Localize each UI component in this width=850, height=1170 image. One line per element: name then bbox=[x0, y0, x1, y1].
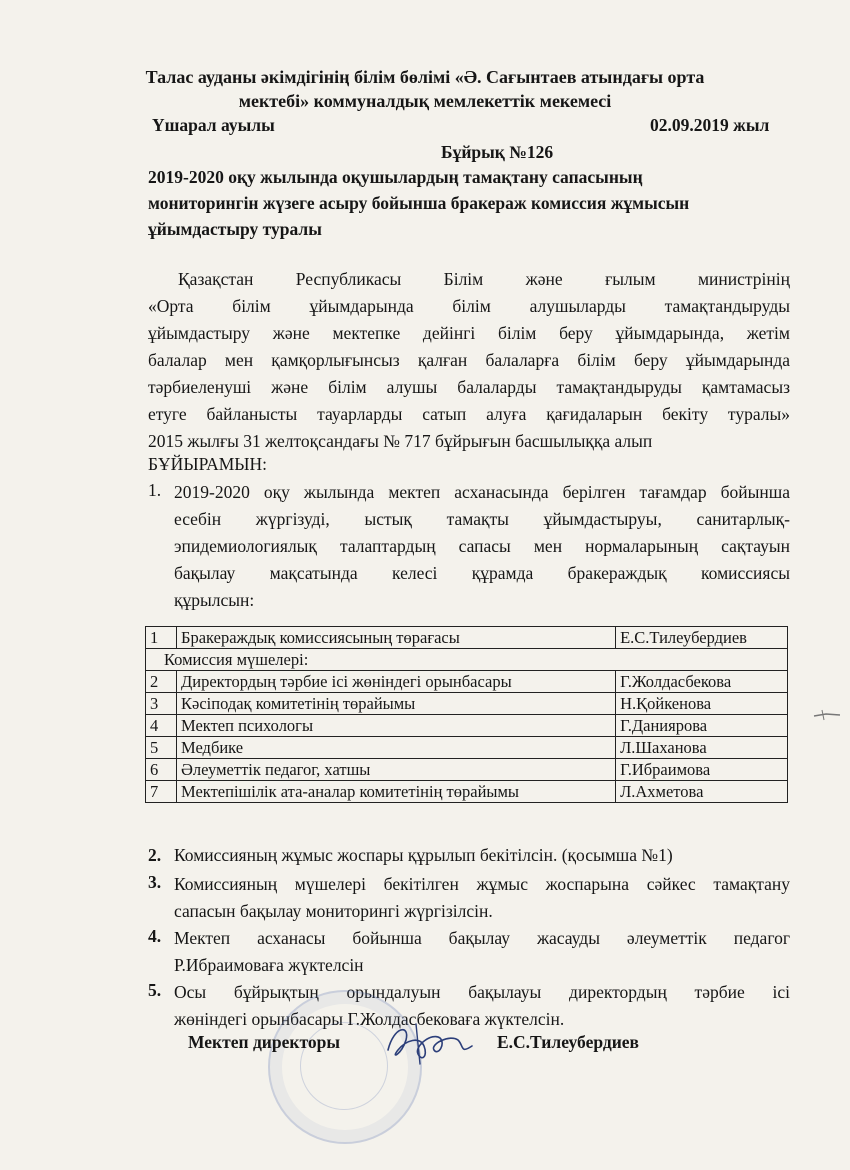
row-person: Л.Ахметова bbox=[616, 781, 788, 803]
item-3-number: 3. bbox=[148, 872, 162, 892]
table-row bbox=[146, 759, 788, 781]
preamble-line-2: «Орта білім ұйымдарында білім алушыларды тамақтандыруды bbox=[148, 296, 790, 316]
preamble-line-7: 2015 жылғы 31 желтоқсандағы № 717 бұйрығын басшылыққа алып bbox=[148, 431, 653, 451]
official-stamp bbox=[268, 990, 422, 1144]
row-role: Медбике bbox=[177, 737, 616, 759]
item-3-line-1: Комиссияның мүшелері бекітілген жұмыс жоспарына сәйкес тамақтану bbox=[174, 874, 790, 894]
table-row bbox=[146, 693, 788, 715]
item-1-line-4: бақылау мақсатында келесі құрамда бракераждық комиссиясы bbox=[174, 563, 790, 583]
table-row bbox=[146, 737, 788, 759]
row-person: Г.Даниярова bbox=[616, 715, 788, 737]
row-role: Директордың тәрбие ісі жөніндегі орынбасары bbox=[177, 671, 616, 693]
item-5-line-1: Осы бұйрықтың орындалуын бақылауы директордың тәрбие ісі bbox=[174, 982, 790, 1002]
item-1-line-3: эпидемиологиялық талаптардың сапасы мен нормаларының сақтауын bbox=[174, 536, 790, 556]
row-person: Н.Қойкенова bbox=[616, 693, 788, 715]
item-5-number: 5. bbox=[148, 980, 162, 1000]
commission-table bbox=[145, 626, 788, 803]
row-number: 2 bbox=[146, 671, 177, 693]
item-2-number: 2. bbox=[148, 845, 162, 865]
org-header-line-2: мектебі» коммуналдық мемлекеттік мекемесі bbox=[238, 91, 612, 111]
item-5-line-2: жөніндегі орынбасары Г.Жолдасбековаға жүктелсін. bbox=[174, 1009, 565, 1029]
table-row bbox=[146, 781, 788, 803]
item-4-number: 4. bbox=[148, 926, 162, 946]
row-person: Л.Шаханова bbox=[616, 737, 788, 759]
preamble-line-6: етуге байланысты тауарларды сатып алуға қағидаларын бекіту туралы» bbox=[148, 404, 790, 424]
item-1-number: 1. bbox=[148, 480, 162, 500]
order-number: Бұйрық №126 bbox=[441, 142, 554, 162]
decree-word: БҰЙЫРАМЫН: bbox=[148, 454, 268, 474]
table-row bbox=[146, 715, 788, 737]
preamble-line-4: балалар мен қамқорлығынсыз қалған балаларға білім беру ұйымдарында bbox=[148, 350, 790, 370]
preamble-line-1: Қазақстан Республикасы Білім және ғылым министрінің bbox=[178, 269, 790, 289]
row-number: 6 bbox=[146, 759, 177, 781]
row-role: Әлеуметтік педагог, хатшы bbox=[177, 759, 616, 781]
table-row bbox=[146, 627, 788, 649]
row-number: 7 bbox=[146, 781, 177, 803]
org-header-line-1: Талас ауданы әкімдігінің білім бөлімі «Ә. Сағынтаев атындағы орта bbox=[145, 67, 705, 87]
members-label: Комиссия мүшелері: bbox=[146, 649, 788, 671]
preamble-line-3: ұйымдастыру және мектепке дейінгі білім беру ұйымдарында, жетім bbox=[148, 323, 790, 343]
item-1-line-2: есебін жүргізуді, ыстық тамақты ұйымдастыруы, санитарлық- bbox=[174, 509, 790, 529]
row-role: Кәсіподақ комитетінің төрайымы bbox=[177, 693, 616, 715]
row-person: Е.С.Тилеубердиев bbox=[616, 627, 788, 649]
order-title-line-1: 2019-2020 оқу жылында оқушылардың тамақтану сапасының bbox=[148, 167, 643, 187]
place-name: Үшарал ауылы bbox=[152, 115, 275, 135]
row-number: 1 bbox=[146, 627, 177, 649]
row-number: 5 bbox=[146, 737, 177, 759]
order-title-line-2: мониторингін жүзеге асыру бойынша бракераж комиссия жұмысын bbox=[148, 193, 690, 213]
signature-position: Мектеп директоры bbox=[188, 1032, 340, 1052]
preamble-line-5: тәрбиеленуші және білім алушы балаларды тамақтандыруды қамтамасыз bbox=[148, 377, 790, 397]
row-role: Мектепішілік ата-аналар комитетінің төрайымы bbox=[177, 781, 616, 803]
item-2-line-1: Комиссияның жұмыс жоспары құрылып бекітілсін. (қосымша №1) bbox=[174, 845, 673, 865]
table-row bbox=[146, 671, 788, 693]
row-number: 4 bbox=[146, 715, 177, 737]
item-1-line-1: 2019-2020 оқу жылында мектеп асханасында берілген тағамдар бойынша bbox=[174, 482, 790, 502]
signature-name: Е.С.Тилеубердиев bbox=[497, 1032, 639, 1052]
row-role: Бракераждық комиссиясының төрағасы bbox=[177, 627, 616, 649]
item-4-line-1: Мектеп асханасы бойынша бақылау жасауды әлеуметтік педагог bbox=[174, 928, 790, 948]
order-date: 02.09.2019 жыл bbox=[650, 115, 770, 135]
row-person: Г.Жолдасбекова bbox=[616, 671, 788, 693]
order-title-line-3: ұйымдастыру туралы bbox=[148, 219, 322, 239]
handwritten-signature bbox=[380, 1020, 480, 1066]
row-role: Мектеп психологы bbox=[177, 715, 616, 737]
row-person: Г.Ибраимова bbox=[616, 759, 788, 781]
scan-mark-icon bbox=[812, 708, 842, 722]
item-1-line-5: құрылсын: bbox=[174, 590, 255, 610]
item-3-line-2: сапасын бақылау мониторингі жүргізілсін. bbox=[174, 901, 493, 921]
row-number: 3 bbox=[146, 693, 177, 715]
table-row bbox=[146, 649, 788, 671]
item-4-line-2: Р.Ибраимоваға жүктелсін bbox=[174, 955, 364, 975]
